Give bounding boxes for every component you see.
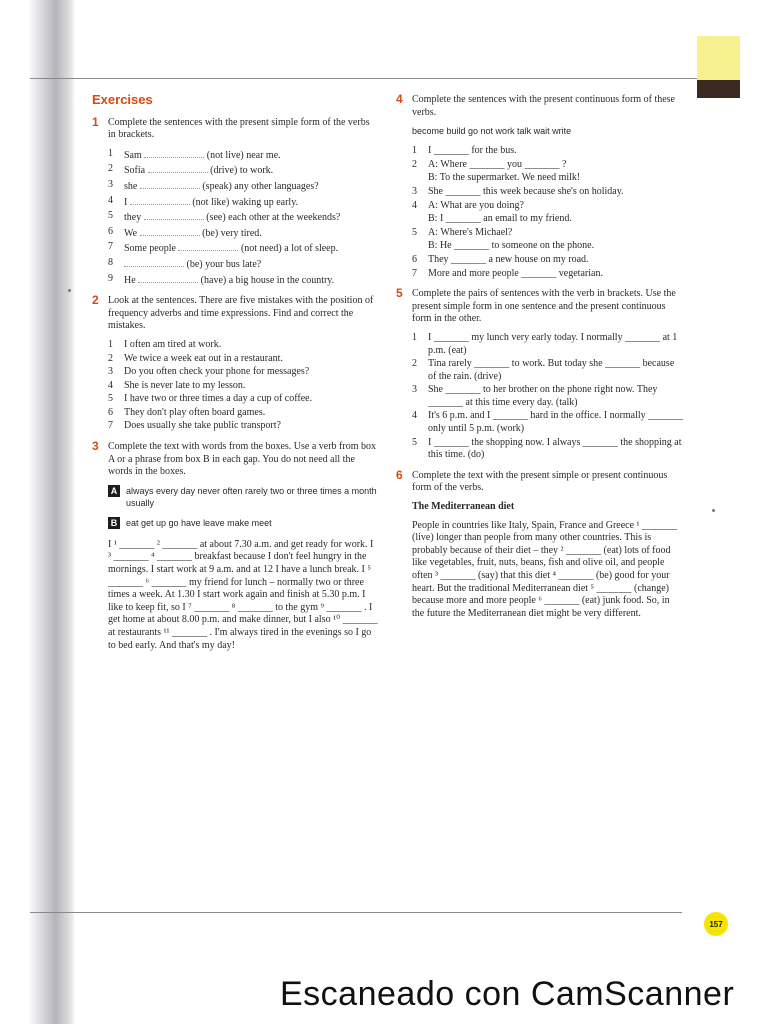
item-text: I _______ for the bus. <box>428 145 517 157</box>
corner-tab-dark <box>697 80 740 98</box>
list-item <box>108 407 378 420</box>
item-number: 4 <box>108 379 113 391</box>
item-subject: I <box>124 196 128 208</box>
item-subject: He <box>124 274 136 286</box>
list-item <box>108 393 378 406</box>
item-subject: Sofia <box>124 165 146 177</box>
item-number: 1 <box>412 145 417 157</box>
exercise-number: 6 <box>396 467 403 482</box>
list-item <box>412 186 684 199</box>
reading-title: The Mediterranean diet <box>412 501 515 513</box>
list-item <box>108 179 378 194</box>
item-number: 2 <box>412 158 417 170</box>
answer-gap <box>148 163 208 173</box>
item-text: I _______ the shopping now. I always _______ the shopping at this time. (do) <box>428 436 682 461</box>
answer-gap <box>140 179 200 189</box>
list-item <box>412 254 684 267</box>
answer-gap <box>138 273 198 283</box>
bottom-rule <box>30 912 682 913</box>
item-text: I _______ my lunch very early today. I normally _______ at 1 p.m. (eat) <box>428 331 678 356</box>
item-text: B: To the supermarket. We need milk! <box>428 172 581 184</box>
word-box-a <box>108 485 378 509</box>
item-text: I often am tired at work. <box>124 338 222 350</box>
scan-speck <box>712 509 715 512</box>
list-item <box>108 273 378 288</box>
item-number: 3 <box>108 178 113 190</box>
item-number: 3 <box>412 384 417 396</box>
item-number: 4 <box>412 410 417 422</box>
item-number: 1 <box>108 147 113 159</box>
list-item <box>108 353 378 366</box>
item-text: (not need) a lot of sleep. <box>240 243 339 255</box>
list-item <box>412 268 684 281</box>
item-number: 2 <box>108 352 113 364</box>
item-text: She is never late to my lesson. <box>124 379 246 391</box>
item-text: (be) your bus late? <box>186 258 262 270</box>
item-text: Does usually she take public transport? <box>124 420 281 432</box>
page-title: Exercises <box>92 92 153 107</box>
item-number: 5 <box>412 226 417 238</box>
answer-gap <box>130 195 190 205</box>
exercise-items <box>108 339 378 433</box>
list-item <box>412 358 684 383</box>
list-item <box>108 420 378 433</box>
item-number: 7 <box>108 420 113 432</box>
item-text: (have) a big house in the country. <box>200 274 335 286</box>
exercise-number: 1 <box>92 114 99 129</box>
answer-gap <box>144 210 204 220</box>
item-subject: We <box>124 227 138 239</box>
exercise-items <box>412 332 684 462</box>
item-number: 6 <box>108 406 113 418</box>
item-text: A: Where _______ you _______ ? <box>428 158 567 170</box>
item-subject: Some people <box>124 243 176 255</box>
list-item <box>108 210 378 225</box>
item-subject: she <box>124 180 138 192</box>
exercise-6 <box>396 467 684 621</box>
exercise-number: 5 <box>396 286 403 301</box>
item-number: 8 <box>108 256 113 268</box>
item-number: 4 <box>412 199 417 211</box>
answer-gap <box>178 241 238 251</box>
corner-tab-yellow <box>697 36 740 81</box>
list-item <box>412 437 684 462</box>
item-number: 4 <box>108 194 113 206</box>
list-item <box>412 240 684 253</box>
left-column <box>92 94 378 660</box>
item-text: More and more people _______ vegetarian. <box>428 267 603 279</box>
item-number: 3 <box>108 366 113 378</box>
answer-gap <box>124 257 184 267</box>
item-text: A: Where's Michael? <box>428 226 513 238</box>
item-text: They don't play often board games. <box>124 406 266 418</box>
list-item <box>412 332 684 357</box>
page-number-badge: 157 <box>704 912 728 936</box>
exercise-instruction: Complete the sentences with the present simple form of the verbs in brackets. <box>108 116 370 141</box>
exercise-number: 4 <box>396 92 403 106</box>
exercise-4 <box>396 94 684 280</box>
item-number: 2 <box>108 163 113 175</box>
item-text: (drive) to work. <box>210 165 274 177</box>
list-item <box>412 172 684 185</box>
right-column <box>396 94 684 628</box>
item-number: 9 <box>108 272 113 284</box>
item-text: (not like) waking up early. <box>192 196 299 208</box>
item-number: 2 <box>412 358 417 370</box>
item-text: (speak) any other languages? <box>202 180 319 192</box>
item-text: We twice a week eat out in a restaurant. <box>124 352 283 364</box>
answer-gap <box>144 148 204 158</box>
scanner-watermark: Escaneado con CamScanner <box>280 975 735 1013</box>
list-item <box>108 339 378 352</box>
item-number: 6 <box>108 225 113 237</box>
list-item <box>108 366 378 379</box>
item-subject: Sam <box>124 149 142 161</box>
item-number: 5 <box>108 210 113 222</box>
exercise-items <box>412 145 684 280</box>
exercise-items <box>108 148 378 287</box>
item-subject: they <box>124 212 142 224</box>
item-number: 7 <box>108 241 113 253</box>
word-box-words: always every day never often rarely two or three times a month usually <box>126 485 377 508</box>
item-number: 7 <box>412 267 417 279</box>
list-item <box>108 195 378 210</box>
list-item <box>108 257 378 272</box>
list-item <box>108 226 378 241</box>
item-text: A: What are you doing? <box>428 199 524 211</box>
item-number: 1 <box>412 331 417 343</box>
exercise-instruction: Complete the sentences with the present continuous form of these verbs. <box>412 94 675 118</box>
word-box-b <box>108 517 378 529</box>
exercise-1 <box>92 114 378 288</box>
item-text: (not live) near me. <box>206 149 281 161</box>
list-item <box>108 163 378 178</box>
exercise-2 <box>92 295 378 433</box>
answer-gap <box>140 226 200 236</box>
top-rule <box>30 78 698 79</box>
item-text: (be) very tired. <box>202 227 262 239</box>
exercise-instruction: Complete the text with words from the boxes. Use a verb from box A or a phrase from box B in each gap. You do not need all the words in the boxes. <box>108 441 376 478</box>
list-item <box>412 227 684 240</box>
item-text: B: He _______ to someone on the phone. <box>428 240 595 252</box>
word-box-words: eat get up go have leave make meet <box>126 517 272 528</box>
item-number: 1 <box>108 338 113 350</box>
item-text: Do you often check your phone for messages? <box>124 366 310 378</box>
item-text: Tina rarely _______ to work. But today she _______ because of the rain. (drive) <box>428 358 675 382</box>
word-list: become build go not work talk wait write <box>412 126 572 137</box>
item-text: They _______ a new house on my road. <box>428 253 589 265</box>
list-item <box>412 159 684 172</box>
box-label: A <box>108 485 120 497</box>
item-text: I have two or three times a day a cup of coffee. <box>124 393 313 405</box>
list-item <box>108 241 378 256</box>
list-item <box>108 380 378 393</box>
box-label: B <box>108 517 120 529</box>
gap-fill-text: People in countries like Italy, Spain, France and Greece ¹ _______ (live) longer than people from many other countries. This is probably because of their diet – they ² _______ (eat) lots of food like vegetables, fruit, nuts, beans, fish and olive oil, and people often ³ _______ (say) that this diet ⁴ _______ (be) good for your heart. But the traditional Mediterranean diet ⁵ _______ (change) because more and more people ⁶ _______ (eat) junk food. So, in the future the Mediterranean diet might be very different. <box>412 519 678 619</box>
item-number: 6 <box>412 253 417 265</box>
exercise-instruction: Look at the sentences. There are five mistakes with the position of frequency adverbs and time expressions. Find and correct the mistakes. <box>108 295 374 332</box>
item-text: It's 6 p.m. and I _______ hard in the office. I normally _______ only until 5 p.m. (work) <box>428 410 684 435</box>
item-number: 3 <box>412 185 417 197</box>
item-text: B: I _______ an email to my friend. <box>428 213 572 225</box>
list-item <box>412 145 684 158</box>
list-item <box>412 200 684 213</box>
item-number: 5 <box>412 436 417 448</box>
exercise-number: 3 <box>92 439 99 454</box>
list-item <box>412 384 684 409</box>
list-item <box>108 148 378 163</box>
gap-fill-text: I ¹ _______ ² _______ at about 7.30 a.m. and get ready for work. I ³ _______ ⁴ _______ breakfast because I don't feel hungry in the mornings. I start work at 9 a.m. and at 12 I have a lunch break. I ⁵ _______ ⁶ _______ my friend for lunch – normally two or three times a week. At 1.30 I start work again and finish at 5.30 p.m. I like to keep fit, so I ⁷ _______ ⁸ _______ to the gym ⁹ _______ . I get home at about 8.00 p.m. and make dinner, but I also ¹⁰ _______ at restaurants ¹¹ _______ . I'm always tired in the evenings so I go to bed early. And that's my day! <box>108 538 378 651</box>
item-number: 5 <box>108 393 113 405</box>
exercise-number: 2 <box>92 293 99 308</box>
exercise-3 <box>92 441 378 652</box>
scan-speck <box>68 289 71 292</box>
item-text: (see) each other at the weekends? <box>206 212 341 224</box>
list-item <box>412 410 684 435</box>
exercise-instruction: Complete the pairs of sentences with the verb in brackets. Use the present simple form in one sentence and the present continuous form in the other. <box>412 288 676 325</box>
list-item <box>412 213 684 226</box>
item-text: She _______ this week because she's on holiday. <box>428 185 624 197</box>
exercise-instruction: Complete the text with the present simple or present continuous form of the verbs. <box>412 469 668 494</box>
item-text: She _______ to her brother on the phone right now. They _______ at this time every day. (talk) <box>428 384 658 408</box>
exercise-5 <box>396 288 684 462</box>
